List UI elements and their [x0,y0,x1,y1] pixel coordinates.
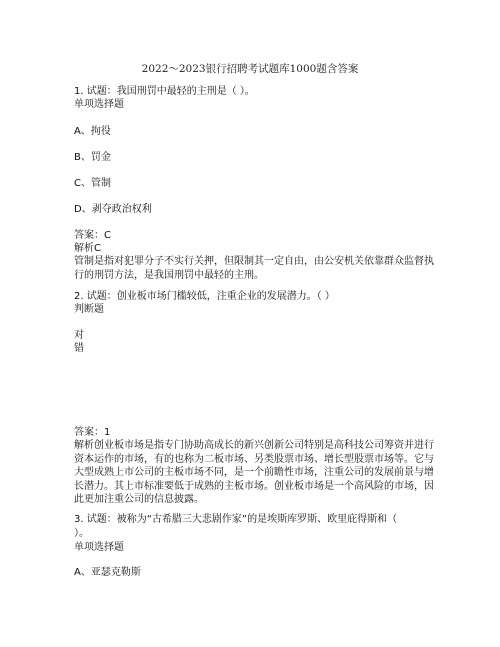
question-2-answer: 答案：1 [74,427,111,438]
question-3-stem-line: ）。 [74,527,89,539]
question-3-type: 单项选择题 [74,542,124,553]
analysis-line: 解析创业板市场是指专门协助高成长的新兴创新公司特别是高科技公司筹资并进行 [74,440,434,451]
question-2-option-true: 对 [74,330,84,341]
question-2-analysis [74,439,434,507]
question-1-option-a: A、拘役 [74,126,111,137]
question-1-analysis [74,255,434,282]
analysis-line: 管制是指对犯罪分子不实行关押，但限制其一定自由，由公安机关依靠群众监督执 [74,256,434,267]
question-3-option-a: A、亚瑟克勒斯 [74,567,141,578]
document-title: 2022～2023银行招聘考试题库1000题含答案 [141,63,359,75]
question-2-stem: 2. 试题：创业板市场门槛较低，注重企业的发展潜力。（ ） [74,291,335,302]
question-3-stem [74,513,434,540]
question-1-option-c: C、管制 [74,178,111,189]
question-3-stem-line: 3. 试题：被称为“古希腊三大悲剧作家”的是埃斯库罗斯、欧里庇得斯和（ [74,514,398,525]
analysis-line: 大型成熟上市公司的主板市场不同，是一个前瞻性市场，注重公司的发展前景与增 [74,467,434,478]
question-1-option-b: B、罚金 [74,152,111,163]
question-1-type: 单项选择题 [74,99,124,110]
question-1-analysis-label: 解析C [74,243,101,254]
question-1-option-d: D、剥夺政治权利 [74,204,152,215]
analysis-line: 此更加注重公司的信息披露。 [74,494,204,505]
question-1-stem: 1. 试题：我国刑罚中最轻的主刑是（ ）。 [74,86,255,97]
question-1-answer: 答案：C [74,230,111,241]
question-2-option-false: 错 [74,343,84,354]
analysis-line: 资本运作的市场，有的也称为二板市场、另类股票市场、增长型股票市场等。它与 [74,453,434,465]
analysis-line: 长潜力。其上市标准要低于成熟的主板市场。创业板市场是一个高风险的市场，因 [74,480,434,492]
question-2-type: 判断题 [74,304,104,315]
analysis-line: 行的刑罚方法，是我国刑罚中最轻的主刑。 [74,269,264,281]
